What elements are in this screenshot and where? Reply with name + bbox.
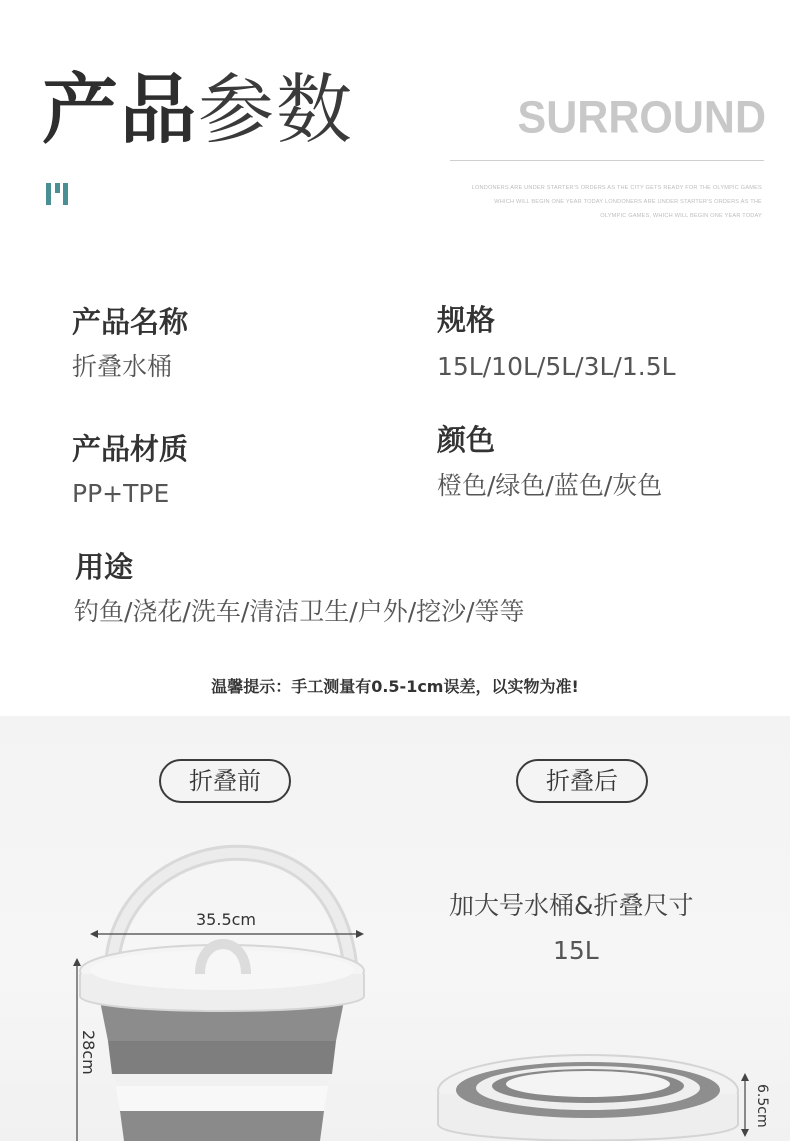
title-light: 参数 <box>198 65 354 154</box>
unfolded-bucket-icon <box>73 853 364 1141</box>
width-dimension-label: 35.5cm <box>196 910 257 929</box>
bucket-illustration <box>0 716 790 1141</box>
spec-color-label: 颜色 <box>437 423 496 457</box>
comparison-caption: 加大号水桶&折叠尺寸 <box>449 891 694 920</box>
spec-size-value: 15L/10L/5L/3L/1.5L <box>437 352 676 381</box>
capacity-label: 15L <box>553 936 599 965</box>
spec-usage-value: 钓鱼/浇花/洗车/清洁卫生/户外/挖沙/等等 <box>74 597 525 626</box>
spec-material-label: 产品材质 <box>72 432 189 466</box>
spec-color-value: 橙色/绿色/蓝色/灰色 <box>437 471 663 500</box>
spec-size-label: 规格 <box>437 303 496 337</box>
spec-name-value: 折叠水桶 <box>72 352 173 381</box>
folded-height-dimension-label: 6.5cm <box>754 1084 770 1128</box>
divider <box>450 160 764 161</box>
tagline-line-3: OLYMPIC GAMES, WHICH WILL BEGIN ONE YEAR TODAY <box>600 213 762 219</box>
page-title <box>42 65 354 154</box>
before-fold-badge: 折叠前 <box>159 759 291 803</box>
title-bold: 产品 <box>42 65 198 154</box>
brand-wordmark: SURROUND <box>517 92 766 144</box>
folded-bucket-icon <box>438 1055 749 1141</box>
spec-material-value: PP+TPE <box>72 479 170 508</box>
height-dimension-label: 28cm <box>79 1030 98 1075</box>
spec-name-label: 产品名称 <box>72 305 189 339</box>
after-fold-badge: 折叠后 <box>516 759 648 803</box>
spec-usage-label: 用途 <box>75 550 134 584</box>
accent-bars-icon <box>46 183 74 205</box>
tagline-line-1: LONDONERS ARE UNDER STARTER'S ORDERS AS THE CITY GETS READY FOR THE OLYMPIC GAMES <box>471 185 762 191</box>
tagline-line-2: WHICH WILL BEGIN ONE YEAR TODAY LONDONERS ARE UNDER STARTER'S ORDERS AS THE <box>494 199 762 205</box>
measurement-note: 温馨提示：手工测量有0.5-1cm误差，以实物为准! <box>211 677 579 696</box>
